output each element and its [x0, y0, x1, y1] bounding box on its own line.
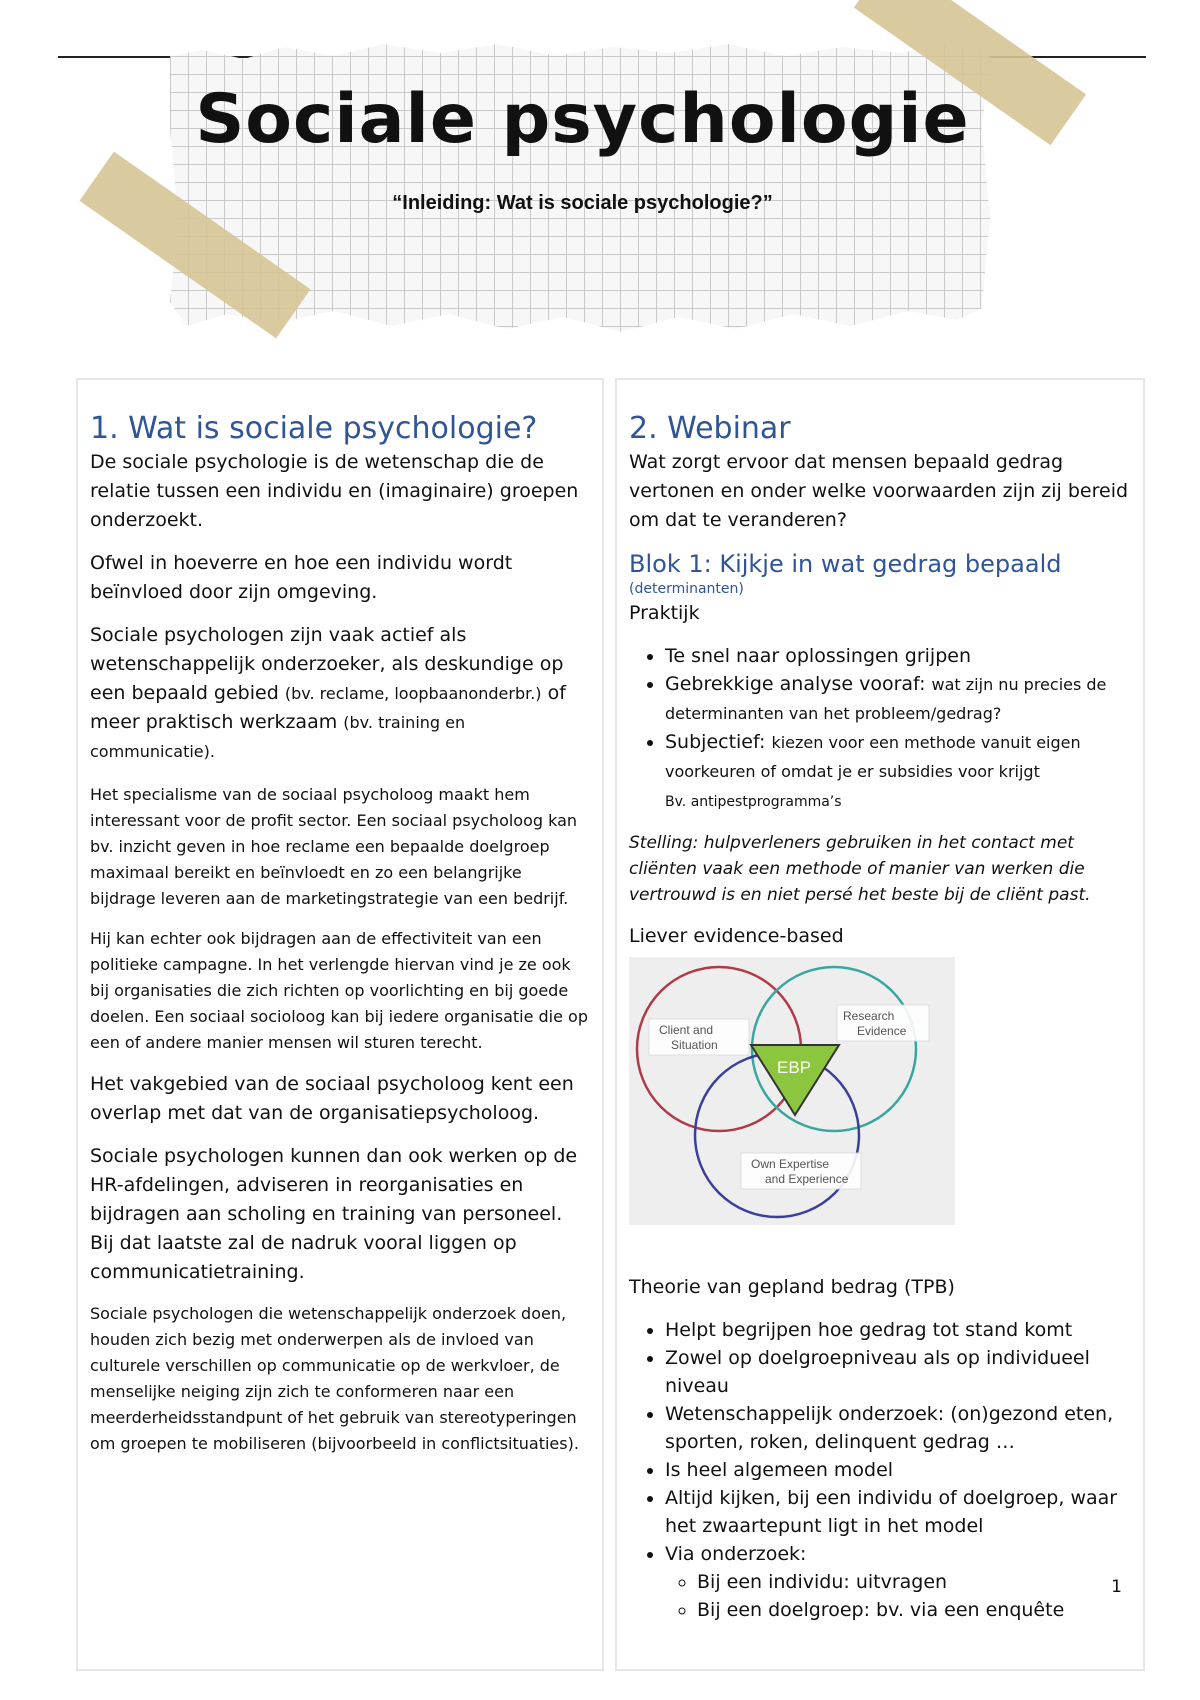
activities-example-a: (bv. reclame, loopbaanonderbr.): [284, 684, 542, 703]
list-item: • Zowel op doelgroepniveau als op individueel niveau: [665, 1344, 1131, 1400]
ebp-label: EBP: [777, 1058, 812, 1077]
activities-text-b: of meer praktisch werkzaam: [90, 682, 566, 733]
blok-1-subheading: (determinanten): [629, 581, 744, 597]
list-item: • Helpt begrijpen hoe gedrag tot stand komt: [665, 1316, 1131, 1344]
section-2-heading: 2. Webinar: [629, 411, 791, 446]
activities-text-a: Sociale psychologen zijn vaak actief als wetenschappelijk onderzoeker, als deskundige op een bepaald gebied: [90, 624, 564, 704]
list-item: • Wetenschappelijk onderzoek: (on)gezond eten, sporten, roken, delinquent gedrag …: [665, 1400, 1131, 1456]
ebp-venn-diagram: [629, 957, 955, 1225]
list-item: • Via onderzoek:: [665, 1540, 1131, 1568]
label-own-1: Own Expertise: [751, 1157, 830, 1171]
list-item: • Gebrekkige analyse vooraf: wat zijn nu precies de determinanten van het probleem/gedrag?: [665, 670, 1131, 728]
paragraph-activities: [90, 621, 590, 766]
paragraph-overlap: Het vakgebied van de sociaal psycholoog kent een overlap met dat van de organisatiepsycholoog.: [90, 1073, 574, 1124]
tpb-sub-list: [629, 1568, 1131, 1624]
label-research-2: Evidence: [857, 1024, 907, 1038]
page-subtitle: “Inleiding: Wat is sociale psychologie?”: [392, 192, 773, 214]
label-client-2: Situation: [671, 1038, 718, 1052]
paragraph-ofwel: Ofwel in hoeverre en hoe een individu wordt beïnvloed door zijn omgeving.: [90, 552, 513, 603]
ebp-triangle: [751, 1045, 839, 1115]
list-item: • Is heel algemeen model: [665, 1456, 1131, 1484]
paragraph-definition: De sociale psychologie is de wetenschap die de relatie tussen een individu en (imaginaire) groepen onderzoekt.: [90, 451, 579, 531]
left-column: [76, 378, 604, 1671]
page-title: Sociale psychologie: [195, 80, 970, 159]
section-1-heading: 1. Wat is sociale psychologie?: [90, 411, 538, 446]
evidence-based-label: Liever evidence-based: [629, 925, 844, 947]
paragraph-hr: Sociale psychologen kunnen dan ook werken op de HR-afdelingen, adviseren in reorganisaties en bijdragen aan scholing en training van personeel. Bij dat laatste zal de nadruk vooral liggen op communicatietraining.: [90, 1145, 578, 1283]
list-item: • Subjectief: kiezen voor een methode vanuit eigen voorkeuren of omdat je er subsidies voor krijgt Bv. antipestprogramma’s: [665, 728, 1131, 816]
blok-1-heading: Blok 1: Kijkje in wat gedrag bepaald: [629, 550, 1062, 578]
header-banner: [150, 20, 1015, 350]
label-own-2: and Experience: [765, 1172, 849, 1186]
list-item: • Te snel naar oplossingen grijpen: [665, 642, 1131, 670]
paragraph-campaign: Hij kan echter ook bijdragen aan de effectiviteit van een politieke campagne. In het verlengde hiervan vind je ze ook bij organisaties die zich richten op voorlichting en bij goede doelen. Een sociaal socioloog kan bij iedere organisatie die op een of andere manier mensen wil sturen terecht.: [90, 929, 588, 1052]
list-item: • Altijd kijken, bij een individu of doelgroep, waar het zwaartepunt ligt in het model: [665, 1484, 1131, 1540]
page-number: 1: [1111, 1577, 1122, 1597]
paragraph-profit-sector: Het specialisme van de sociaal psycholoog maakt hem interessant voor de profit sector. Een sociaal psycholoog kan bv. inzicht geven in hoe reclame een bepaalde doelgroep maximaal bereikt en beïnvloedt en zo een belangrijke bijdrage leveren aan de marketingstrategie van een bedrijf.: [90, 785, 578, 908]
label-research-1: Research: [843, 1009, 895, 1023]
label-client-1: Client and: [659, 1023, 714, 1037]
activities-example-b: (bv. training en communicatie).: [90, 713, 466, 761]
praktijk-list: [629, 642, 1131, 816]
right-column: [615, 378, 1145, 1671]
webinar-intro: Wat zorgt ervoor dat mensen bepaald gedrag vertonen en onder welke voorwaarden zijn zij bereid om dat te veranderen?: [629, 451, 1129, 531]
sub-list-item: ◦ Bij een doelgroep: bv. via een enquête: [697, 1596, 1131, 1624]
paragraph-research: Sociale psychologen die wetenschappelijk onderzoek doen, houden zich bezig met onderwerpen als de invloed van culturele verschillen op communicatie op de werkvloer, de menselijke neiging zijn zich te conformeren naar een meerderheidsstandpunt of het gebruik van stereotyperingen om groepen te mobiliseren (bijvoorbeeld in conflictsituaties).: [90, 1304, 579, 1453]
tpb-list: [629, 1316, 1131, 1568]
tpb-heading: Theorie van gepland bedrag (TPB): [629, 1276, 955, 1298]
sub-list-item: ◦ Bij een individu: uitvragen: [697, 1568, 1131, 1596]
stelling-text: Stelling: hulpverleners gebruiken in het contact met cliënten vaak een methode of manier van werken die vertrouwd is en niet persé het beste bij de cliënt past.: [629, 833, 1091, 905]
praktijk-label: Praktijk: [629, 602, 700, 624]
